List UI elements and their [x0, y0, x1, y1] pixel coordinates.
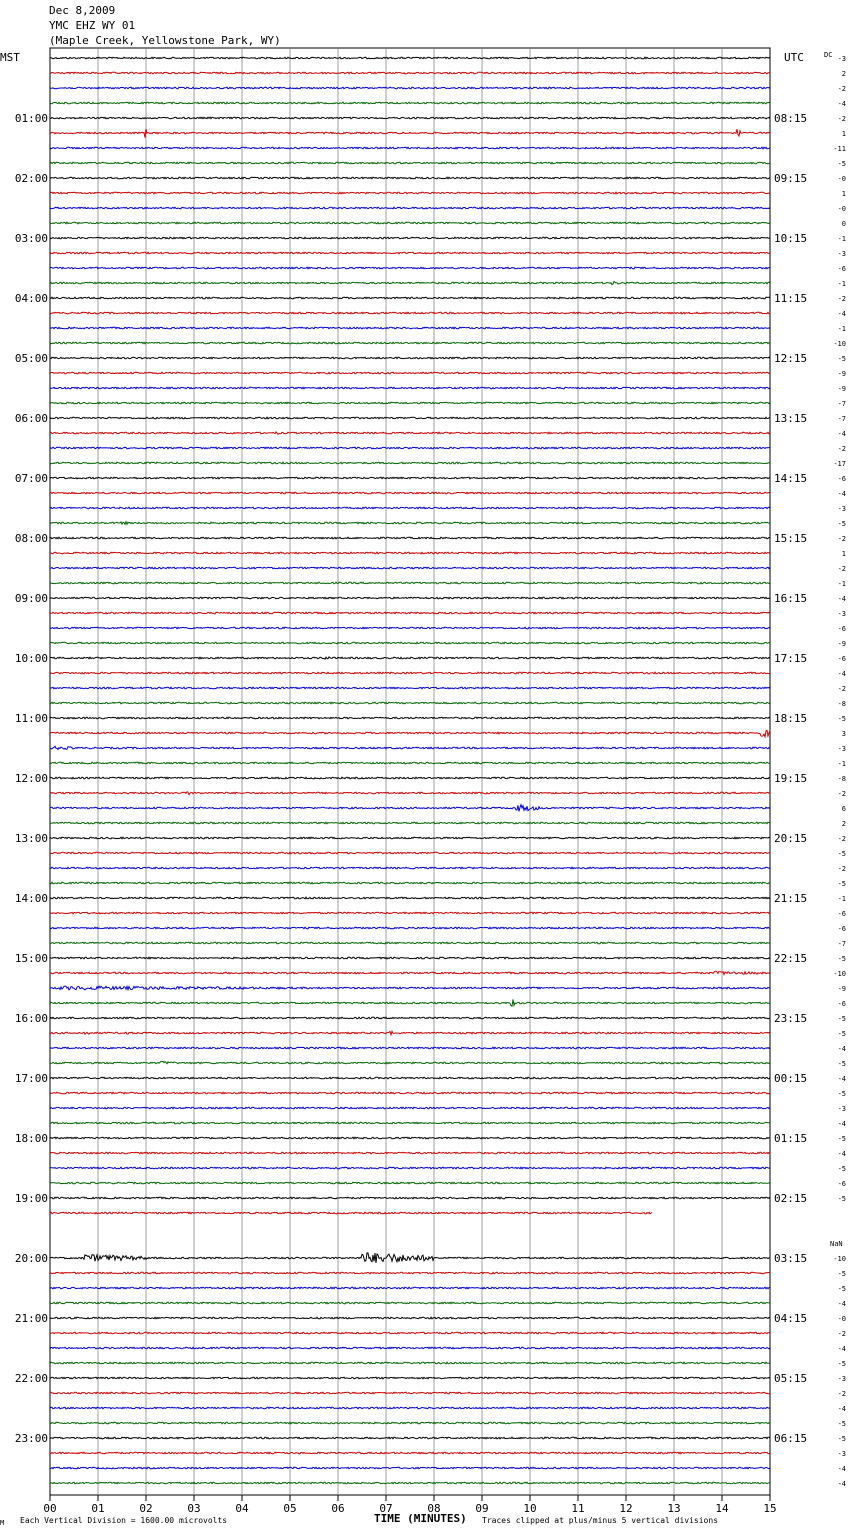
seismic-trace: [50, 192, 770, 194]
x-tick-label: 07: [379, 1502, 393, 1515]
seismic-trace: [50, 1107, 770, 1109]
seismic-trace: [50, 417, 770, 419]
trace-offset-label: -2: [837, 865, 846, 873]
seismic-trace: [50, 477, 770, 479]
trace-offset-label: -2: [837, 445, 846, 453]
trace-offset-label: 2: [841, 820, 846, 828]
right-hour-label: 21:15: [774, 892, 808, 905]
trace-offset-label: -10: [833, 1255, 846, 1263]
trace-offset-label: 0: [841, 220, 846, 228]
x-tick-label: 13: [667, 1502, 681, 1515]
left-hour-label: 06:00: [14, 412, 48, 425]
seismic-trace: [50, 357, 770, 359]
x-axis-label: TIME (MINUTES): [374, 1512, 467, 1525]
seismic-trace: [50, 971, 770, 974]
seismic-trace: [50, 462, 770, 464]
trace-offset-label: -6: [837, 1000, 846, 1008]
x-tick-label: 02: [139, 1502, 153, 1515]
trace-offset-label: -6: [837, 475, 846, 483]
seismic-trace: [50, 342, 770, 344]
seismic-trace: [50, 129, 770, 138]
x-tick-label: 11: [571, 1502, 585, 1515]
seismic-trace: [50, 1047, 770, 1049]
trace-offset-label: -4: [837, 1480, 846, 1488]
trace-offset-label: -4: [837, 1465, 846, 1473]
seismic-trace: [50, 1031, 770, 1035]
seismic-trace: [50, 730, 770, 737]
trace-offset-label: -3: [837, 745, 846, 753]
left-hour-label: 15:00: [14, 952, 48, 965]
seismic-trace: [50, 147, 770, 149]
seismic-trace: [50, 927, 770, 929]
seismic-trace: [50, 986, 770, 990]
trace-offset-label: -10: [833, 340, 846, 348]
trace-offset-label: -5: [837, 1195, 846, 1203]
trace-offset-label: -4: [837, 1150, 846, 1158]
x-tick-label: 09: [475, 1502, 489, 1515]
right-hour-label: 17:15: [774, 652, 808, 665]
trace-offset-label: -5: [837, 1135, 846, 1143]
trace-offset-label: -3: [837, 1105, 846, 1113]
x-tick-label: 01: [91, 1502, 105, 1515]
trace-offset-label: -4: [837, 1300, 846, 1308]
trace-offset-label: -1: [837, 280, 846, 288]
x-tick-label: 06: [331, 1502, 345, 1515]
trace-offset-label: -9: [837, 985, 846, 993]
right-hour-label: 02:15: [774, 1192, 808, 1205]
seismic-trace: [50, 897, 770, 899]
seismic-trace: [50, 1137, 770, 1139]
trace-offset-label: -2: [837, 295, 846, 303]
trace-offset-label: -5: [837, 1060, 846, 1068]
right-hour-label: 03:15: [774, 1252, 808, 1265]
x-tick-label: 00: [43, 1502, 57, 1515]
trace-offset-label: -7: [837, 415, 846, 423]
trace-offset-label: -5: [837, 1165, 846, 1173]
seismic-trace: [50, 657, 770, 659]
left-hour-label: 17:00: [14, 1072, 48, 1085]
trace-offset-label: -2: [837, 835, 846, 843]
trace-offset-label: -9: [837, 385, 846, 393]
trace-offset-label: -1: [837, 760, 846, 768]
right-hour-label: 08:15: [774, 112, 808, 125]
seismic-trace: [50, 1452, 770, 1454]
left-timezone-label: MST: [0, 51, 20, 64]
footer-mark: M: [0, 1519, 5, 1527]
trace-offset-label: -0: [837, 175, 846, 183]
seismic-trace: [50, 762, 770, 764]
seismic-trace: [50, 222, 770, 224]
seismic-trace: [50, 1092, 770, 1094]
trace-offset-label: -6: [837, 265, 846, 273]
seismic-trace: [50, 72, 770, 74]
trace-offset-label: -2: [837, 1390, 846, 1398]
seismic-trace: [50, 1167, 770, 1169]
minute-grid: [50, 48, 770, 1495]
seismic-trace: [50, 957, 770, 959]
station-location: (Maple Creek, Yellowstone Park, WY): [49, 34, 281, 47]
left-hour-label: 23:00: [14, 1432, 48, 1445]
left-hour-label: 03:00: [14, 232, 48, 245]
trace-offset-label: -5: [837, 955, 846, 963]
trace-offset-label: -1: [837, 235, 846, 243]
seismic-trace: [50, 1437, 770, 1439]
trace-offset-label: -5: [837, 160, 846, 168]
trace-offset-label: -1: [837, 580, 846, 588]
trace-offset-label: -3: [837, 1450, 846, 1458]
trace-offset-label: -0: [837, 205, 846, 213]
plot-date: Dec 8,2009: [49, 4, 116, 17]
trace-offset-label: -3: [837, 505, 846, 513]
trace-offset-label: -17: [833, 460, 846, 468]
left-hour-label: 09:00: [14, 592, 48, 605]
seismic-trace: [50, 312, 770, 314]
left-hour-label: 13:00: [14, 832, 48, 845]
right-hour-label: 14:15: [774, 472, 808, 485]
trace-offset-label: 1: [841, 550, 846, 558]
trace-offset-label: -4: [837, 595, 846, 603]
trace-offset-label: -7: [837, 940, 846, 948]
trace-offset-label: -4: [837, 1405, 846, 1413]
seismic-trace: [50, 522, 770, 525]
scale-note: Each Vertical Division = 1600.00 microvolts: [20, 1516, 228, 1525]
seismic-trace: [50, 162, 770, 164]
seismic-trace: [50, 1332, 770, 1334]
left-hour-label: 16:00: [14, 1012, 48, 1025]
left-hour-label: 07:00: [14, 472, 48, 485]
right-hour-label: 12:15: [774, 352, 808, 365]
trace-offset-label: 1: [841, 130, 846, 138]
left-hour-label: 04:00: [14, 292, 48, 305]
seismic-trace: [50, 837, 770, 839]
seismic-trace: [50, 207, 770, 209]
seismic-trace: [50, 1212, 652, 1214]
seismic-trace: [50, 492, 770, 494]
seismic-trace: [50, 627, 770, 629]
seismic-trace: [50, 567, 770, 569]
right-timezone-label: UTC: [784, 51, 804, 64]
trace-offset-label: -4: [837, 1120, 846, 1128]
seismic-trace: [50, 867, 770, 869]
seismic-trace: [50, 1272, 770, 1274]
trace-group: [50, 57, 770, 1484]
trace-offset-label: -3: [837, 1375, 846, 1383]
seismic-trace: [50, 402, 770, 404]
dc-label: DC: [824, 51, 833, 59]
trace-offset-label: -9: [837, 370, 846, 378]
x-tick-label: 03: [187, 1502, 201, 1515]
trace-offset-label: 1: [841, 190, 846, 198]
right-hour-label: 01:15: [774, 1132, 808, 1145]
seismic-trace: [50, 717, 770, 719]
left-hour-label: 08:00: [14, 532, 48, 545]
trace-offset-label: -5: [837, 1090, 846, 1098]
seismic-trace: [50, 297, 770, 299]
right-hour-label: 15:15: [774, 532, 808, 545]
seismic-trace: [50, 777, 770, 779]
trace-offset-label: -6: [837, 1180, 846, 1188]
seismic-trace: [50, 57, 770, 59]
seismic-trace: [50, 1182, 770, 1184]
right-hour-label: 20:15: [774, 832, 808, 845]
trace-offset-label: -4: [837, 1075, 846, 1083]
trace-offset-label: -5: [837, 880, 846, 888]
seismic-trace: [50, 252, 770, 254]
left-hour-label: 05:00: [14, 352, 48, 365]
seismic-trace: [50, 87, 770, 89]
left-hour-label: 02:00: [14, 172, 48, 185]
seismic-trace: [50, 805, 770, 812]
trace-offset-label: -6: [837, 655, 846, 663]
trace-offset-label: 2: [841, 70, 846, 78]
seismic-trace: [50, 1000, 770, 1007]
seismic-trace: [50, 746, 770, 749]
right-hour-label: 18:15: [774, 712, 808, 725]
trace-offset-label: -5: [837, 1015, 846, 1023]
trace-offset-label: -5: [837, 850, 846, 858]
x-tick-label: 15: [763, 1502, 777, 1515]
trace-offset-label: -10: [833, 970, 846, 978]
trace-offset-label: -5: [837, 715, 846, 723]
right-hour-label: 19:15: [774, 772, 808, 785]
right-hour-label: 09:15: [774, 172, 808, 185]
seismic-trace: [50, 912, 770, 914]
seismic-trace: [50, 1362, 770, 1364]
left-hour-label: 01:00: [14, 112, 48, 125]
seismic-trace: [50, 1422, 770, 1424]
trace-offset-label: -5: [837, 1435, 846, 1443]
trace-offset-label: -5: [837, 1420, 846, 1428]
trace-offset-label: -4: [837, 670, 846, 678]
seismic-trace: [50, 267, 770, 269]
left-hour-label: 12:00: [14, 772, 48, 785]
trace-offset-label: 6: [841, 805, 846, 813]
trace-offset-label: -2: [837, 790, 846, 798]
seismic-trace: [50, 1467, 770, 1469]
seismic-trace: [50, 1077, 770, 1079]
seismic-trace: [50, 612, 770, 614]
seismic-trace: [50, 582, 770, 584]
seismic-trace: [50, 687, 770, 689]
trace-offset-label: -6: [837, 910, 846, 918]
trace-offset-label: -4: [837, 1045, 846, 1053]
x-tick-label: 12: [619, 1502, 633, 1515]
seismic-trace: [50, 1347, 770, 1349]
trace-offset-label: -2: [837, 535, 846, 543]
trace-offset-label: -4: [837, 310, 846, 318]
trace-offset-label: -4: [837, 490, 846, 498]
trace-offset-label: -1: [837, 895, 846, 903]
right-hour-label: 11:15: [774, 292, 808, 305]
right-hour-label: 13:15: [774, 412, 808, 425]
left-hour-label: 20:00: [14, 1252, 48, 1265]
seismic-trace: [50, 1482, 770, 1484]
label-group: [15, 55, 846, 1515]
trace-offset-label: -9: [837, 640, 846, 648]
trace-offset-label: -2: [837, 565, 846, 573]
trace-offset-label: -1: [837, 325, 846, 333]
left-hour-label: 21:00: [14, 1312, 48, 1325]
trace-offset-label: -8: [837, 775, 846, 783]
seismic-trace: [50, 792, 770, 795]
right-hour-label: 06:15: [774, 1432, 808, 1445]
seismic-trace: [50, 1253, 770, 1263]
trace-offset-label: -5: [837, 1030, 846, 1038]
seismic-trace: [50, 1152, 770, 1154]
seismic-trace: [50, 432, 770, 434]
trace-offset-label: -5: [837, 1285, 846, 1293]
left-hour-label: 11:00: [14, 712, 48, 725]
seismic-trace: [50, 1197, 770, 1199]
seismic-trace: [50, 1377, 770, 1379]
nan-label: NaN: [830, 1240, 843, 1248]
right-hour-label: 23:15: [774, 1012, 808, 1025]
trace-offset-label: -2: [837, 85, 846, 93]
seismic-trace: [50, 1122, 770, 1124]
seismic-trace: [50, 1287, 770, 1289]
seismic-trace: [50, 1407, 770, 1409]
station-id: YMC EHZ WY 01: [49, 19, 136, 32]
right-hour-label: 00:15: [774, 1072, 808, 1085]
x-tick-label: 04: [235, 1502, 249, 1515]
seismic-trace: [50, 1317, 770, 1319]
left-hour-label: 14:00: [14, 892, 48, 905]
left-hour-label: 22:00: [14, 1372, 48, 1385]
right-hour-label: 22:15: [774, 952, 808, 965]
trace-offset-label: -7: [837, 400, 846, 408]
seismic-trace: [50, 327, 770, 329]
trace-offset-label: -4: [837, 100, 846, 108]
right-hour-label: 16:15: [774, 592, 808, 605]
trace-offset-label: -4: [837, 430, 846, 438]
seismic-trace: [50, 282, 770, 285]
clip-note: Traces clipped at plus/minus 5 vertical divisions: [482, 1516, 719, 1525]
seismic-trace: [50, 672, 770, 674]
trace-offset-label: -6: [837, 925, 846, 933]
x-tick-label: 08: [427, 1502, 441, 1515]
seismic-trace: [50, 1302, 770, 1304]
x-tick-label: 10: [523, 1502, 537, 1515]
trace-offset-label: -5: [837, 520, 846, 528]
seismic-trace: [50, 597, 770, 599]
seismic-trace: [50, 447, 770, 449]
seismic-trace: [50, 882, 770, 884]
trace-offset-label: -2: [837, 685, 846, 693]
trace-offset-label: -6: [837, 625, 846, 633]
seismic-trace: [50, 852, 770, 854]
trace-offset-label: -2: [837, 1330, 846, 1338]
trace-offset-label: -5: [837, 1270, 846, 1278]
trace-offset-label: 3: [841, 730, 846, 738]
trace-offset-label: -3: [837, 610, 846, 618]
left-hour-label: 18:00: [14, 1132, 48, 1145]
seismic-trace: [50, 642, 770, 644]
x-tick-label: 05: [283, 1502, 297, 1515]
trace-offset-label: -11: [833, 145, 846, 153]
trace-offset-label: -3: [837, 250, 846, 258]
seismic-trace: [50, 537, 770, 539]
seismic-trace: [50, 1392, 770, 1394]
right-hour-label: 10:15: [774, 232, 808, 245]
x-tick-label: 14: [715, 1502, 729, 1515]
seismic-trace: [50, 117, 770, 119]
seismic-trace: [50, 372, 770, 374]
trace-offset-label: -5: [837, 355, 846, 363]
seismic-trace: [50, 942, 770, 944]
trace-offset-label: -8: [837, 700, 846, 708]
trace-offset-label: -3: [837, 55, 846, 63]
seismic-trace: [50, 702, 770, 704]
right-hour-label: 04:15: [774, 1312, 808, 1325]
right-hour-label: 05:15: [774, 1372, 808, 1385]
seismic-trace: [50, 387, 770, 389]
trace-offset-label: -2: [837, 115, 846, 123]
seismic-trace: [50, 822, 770, 824]
seismic-trace: [50, 552, 770, 554]
trace-offset-label: -4: [837, 1345, 846, 1353]
seismic-trace: [50, 1017, 770, 1019]
seismic-trace: [50, 507, 770, 509]
seismic-trace: [50, 237, 770, 239]
seismic-trace: [50, 177, 770, 179]
seismic-trace: [50, 102, 770, 104]
left-hour-label: 10:00: [14, 652, 48, 665]
left-hour-label: 19:00: [14, 1192, 48, 1205]
plot-frame: [50, 48, 770, 1495]
trace-offset-label: -0: [837, 1315, 846, 1323]
seismic-trace: [50, 1061, 770, 1064]
trace-offset-label: -5: [837, 1360, 846, 1368]
